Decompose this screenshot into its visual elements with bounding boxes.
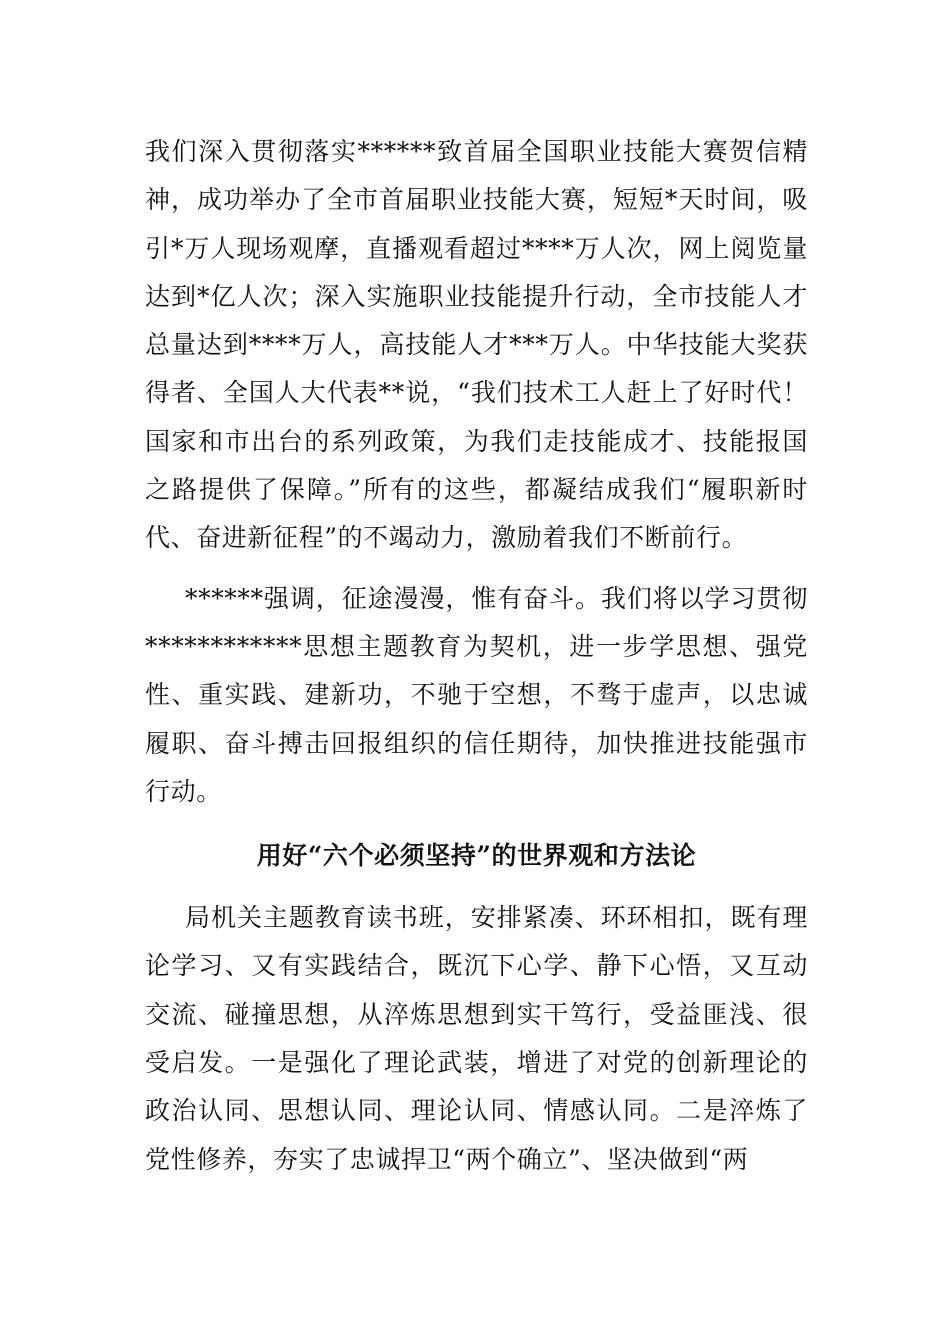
paragraph-study-class: 局机关主题教育读书班，安排紧凑、环环相扣，既有理论学习、又有实践结合，既沉下心学、静下心悟，又互动交流、碰撞思想，从淬炼思想到实干笃行，受益匪浅、很受启发。一是强化了理论武装，增进了对党的创新理论的政治认同、思想认同、理论认同、情感认同。二是淬炼了党性修养，夯实了忠诚捍卫“两个确立”、坚决做到“两 [145, 903, 808, 1174]
paragraph-continued: 我们深入贯彻落实******致首届全国职业技能大赛贺信精神，成功举办了全市首届职业技能大赛，短短*天时间，吸引*万人现场观摩，直播观看超过****万人次，网上阅览量达到*亿人次；深入实施职业技能提升行动，全市技能人才总量达到****万人，高技能人才***万人。中华技能大奖获得者、全国人大代表**说，“我们技术工人赶上了好时代！国家和市出台的系列政策，为我们走技能成才、技能报国之路提供了保障。”所有的这些，都凝结成我们“履职新时代、奋进新征程”的不竭动力，激励着我们不断前行。 [145, 137, 808, 553]
paragraph-struggle: ******强调，征途漫漫，惟有奋斗。我们将以学习贯彻************思想主题教育为契机，进一步学思想、强党性、重实践、建新功，不驰于空想，不骛于虚声，以忠诚履职、奋斗搏击回报组织的信任期待，加快推进技能强市行动。 [145, 583, 808, 806]
section-heading: 用好“六个必须坚持”的世界观和方法论 [256, 841, 697, 871]
document-page [145, 128, 808, 1184]
